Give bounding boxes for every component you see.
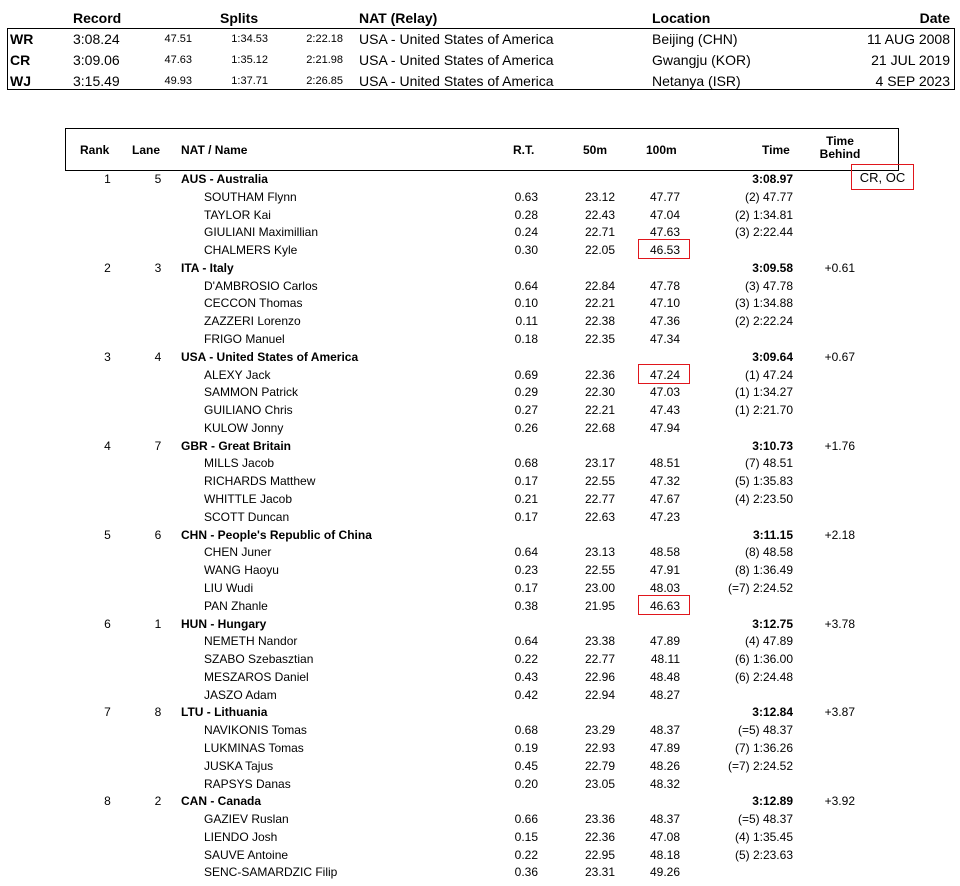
swimmer-reaction-time: 0.22 <box>514 652 538 667</box>
swimmer-reaction-time: 0.64 <box>514 278 538 293</box>
swimmer-reaction-time: 0.23 <box>514 563 538 578</box>
team-time-behind: +3.87 <box>824 705 855 720</box>
swimmer-cumulative-time: (2) 47.77 <box>744 189 793 204</box>
swimmer-name: GIULIANI Maximillian <box>204 225 319 240</box>
swimmer-split-50m: 23.17 <box>584 456 615 471</box>
record-time: 3:09.06 <box>73 52 120 68</box>
swimmer-split-100m: 47.43 <box>649 403 680 418</box>
team-nat: CAN - Canada <box>181 794 262 809</box>
col-100m-header: 100m <box>646 143 677 157</box>
swimmer-reaction-time: 0.64 <box>514 545 538 560</box>
team-lane: 1 <box>154 616 162 631</box>
swimmer-row <box>0 864 960 881</box>
swimmer-split-50m: 22.84 <box>584 278 615 293</box>
swimmer-split-50m: 22.96 <box>584 669 615 684</box>
swimmer-name: CECCON Thomas <box>204 296 303 311</box>
swimmer-name: CHEN Juner <box>204 545 272 560</box>
swimmer-split-50m: 23.00 <box>584 580 615 595</box>
swimmer-row <box>0 331 960 348</box>
swimmer-split-100m: 47.24 <box>649 367 680 382</box>
swimmer-reaction-time: 0.68 <box>514 456 538 471</box>
team-time: 3:11.15 <box>752 527 793 542</box>
swimmer-split-50m: 23.12 <box>584 189 615 204</box>
swimmer-reaction-time: 0.20 <box>514 776 538 791</box>
swimmer-name: MESZAROS Daniel <box>204 669 309 684</box>
swimmer-split-100m: 48.48 <box>649 669 680 684</box>
swimmer-row <box>0 544 960 561</box>
swimmer-name: SZABO Szebasztian <box>204 652 314 667</box>
swimmer-row <box>0 473 960 490</box>
swimmer-reaction-time: 0.36 <box>514 865 538 880</box>
swimmer-row <box>0 651 960 668</box>
swimmer-reaction-time: 0.15 <box>514 829 538 844</box>
swimmer-row <box>0 829 960 846</box>
swimmer-split-100m: 48.11 <box>650 652 680 667</box>
swimmer-reaction-time: 0.17 <box>514 509 538 524</box>
record-note-highlight <box>851 164 914 190</box>
swimmer-name: ZAZZERI Lorenzo <box>204 314 301 329</box>
swimmer-name: NAVIKONIS Tomas <box>204 723 307 738</box>
swimmer-cumulative-time: (4) 1:35.45 <box>734 829 793 844</box>
swimmer-reaction-time: 0.21 <box>514 492 538 507</box>
records-header-splits: Splits <box>220 10 259 26</box>
swimmer-row <box>0 562 960 579</box>
record-location: Netanya (ISR) <box>652 73 741 89</box>
record-split-3: 2:26.85 <box>306 75 343 87</box>
swimmer-name: LUKMINAS Tomas <box>204 740 304 755</box>
swimmer-row <box>0 384 960 401</box>
record-code: WJ <box>10 73 31 89</box>
team-time-behind: +1.76 <box>824 438 855 453</box>
swimmer-reaction-time: 0.42 <box>514 687 538 702</box>
swimmer-split-50m: 22.71 <box>584 225 615 240</box>
swimmer-row <box>0 295 960 312</box>
split-highlight <box>638 364 690 384</box>
swimmer-split-100m: 47.91 <box>649 563 680 578</box>
team-nat: GBR - Great Britain <box>181 438 292 453</box>
team-row <box>0 171 960 188</box>
swimmer-split-100m: 48.58 <box>649 545 680 560</box>
swimmer-cumulative-time: (4) 47.89 <box>744 634 793 649</box>
swimmer-split-100m: 47.34 <box>649 332 680 347</box>
swimmer-split-50m: 23.31 <box>584 865 615 880</box>
swimmer-name: SENC-SAMARDZIC Filip <box>204 865 338 880</box>
swimmer-row <box>0 722 960 739</box>
swimmer-reaction-time: 0.28 <box>514 207 538 222</box>
swimmer-split-100m: 47.78 <box>649 278 680 293</box>
swimmer-reaction-time: 0.45 <box>514 758 538 773</box>
swimmer-reaction-time: 0.43 <box>514 669 538 684</box>
swimmer-split-50m: 22.63 <box>584 509 615 524</box>
col-50m-header: 50m <box>583 143 608 157</box>
team-row <box>0 793 960 810</box>
swimmer-split-50m: 22.79 <box>584 758 615 773</box>
swimmer-name: GUILIANO Chris <box>204 403 293 418</box>
record-split-1: 47.63 <box>164 54 192 66</box>
swimmer-split-100m: 48.26 <box>649 758 680 773</box>
team-row <box>0 438 960 455</box>
swimmer-split-100m: 48.18 <box>649 847 680 862</box>
swimmer-row <box>0 224 960 241</box>
col-lane-header: Lane <box>132 143 161 157</box>
swimmer-split-50m: 22.35 <box>584 332 615 347</box>
team-nat: CHN - People's Republic of China <box>181 527 372 542</box>
team-nat: LTU - Lithuania <box>181 705 268 720</box>
team-nat: HUN - Hungary <box>181 616 267 631</box>
swimmer-cumulative-time: (3) 1:34.88 <box>734 296 793 311</box>
record-code: WR <box>10 31 34 47</box>
swimmer-split-50m: 23.13 <box>584 545 615 560</box>
swimmer-name: WHITTLE Jacob <box>204 492 293 507</box>
record-row <box>7 50 955 71</box>
col-time-behind-header-line1: Time <box>826 134 854 148</box>
team-rank: 5 <box>104 527 111 542</box>
swimmer-split-50m: 22.68 <box>584 420 615 435</box>
swimmer-name: FRIGO Manuel <box>204 332 285 347</box>
team-nat: ITA - Italy <box>181 260 234 275</box>
swimmer-split-50m: 22.77 <box>584 492 615 507</box>
swimmer-split-100m: 48.51 <box>649 456 680 471</box>
swimmer-name: TAYLOR Kai <box>204 207 271 222</box>
record-split-3: 2:22.18 <box>306 33 343 45</box>
team-rank: 7 <box>104 705 111 720</box>
swimmer-row <box>0 758 960 775</box>
swimmer-split-50m: 23.36 <box>584 812 615 827</box>
swimmer-row <box>0 740 960 757</box>
swimmer-name: NEMETH Nandor <box>204 634 298 649</box>
records-header-nat: NAT (Relay) <box>359 10 438 26</box>
swimmer-cumulative-time: (=7) 2:24.52 <box>727 580 793 595</box>
record-split-2: 1:35.12 <box>231 54 268 66</box>
swimmer-cumulative-time: (6) 1:36.00 <box>734 652 793 667</box>
swimmer-cumulative-time: (1) 2:21.70 <box>734 403 793 418</box>
swimmer-split-50m: 22.55 <box>584 563 615 578</box>
swimmer-row <box>0 367 960 384</box>
record-nat: USA - United States of America <box>359 31 554 47</box>
team-lane: 5 <box>154 172 162 186</box>
swimmer-reaction-time: 0.24 <box>514 225 538 240</box>
swimmer-reaction-time: 0.68 <box>514 723 538 738</box>
team-time: 3:12.89 <box>752 794 793 809</box>
swimmer-reaction-time: 0.64 <box>514 634 538 649</box>
swimmer-row <box>0 847 960 864</box>
record-date: 4 SEP 2023 <box>875 73 950 89</box>
swimmer-reaction-time: 0.19 <box>514 740 538 755</box>
record-nat: USA - United States of America <box>359 73 554 89</box>
team-time-behind: +0.67 <box>824 349 855 364</box>
team-time-behind: +3.92 <box>824 794 855 809</box>
records-header-location: Location <box>652 10 711 26</box>
swimmer-cumulative-time: (7) 1:36.26 <box>734 740 793 755</box>
swimmer-split-50m: 23.38 <box>584 634 615 649</box>
team-time: 3:10.73 <box>752 438 793 453</box>
record-split-2: 1:34.53 <box>231 33 268 45</box>
swimmer-row <box>0 633 960 650</box>
swimmer-reaction-time: 0.11 <box>515 314 538 329</box>
swimmer-reaction-time: 0.10 <box>514 296 538 311</box>
swimmer-name: RICHARDS Matthew <box>204 474 316 489</box>
swimmer-split-100m: 48.32 <box>649 776 680 791</box>
swimmer-reaction-time: 0.22 <box>514 847 538 862</box>
swimmer-cumulative-time: (=5) 48.37 <box>737 812 793 827</box>
col-rt-header: R.T. <box>513 143 535 157</box>
swimmer-split-100m: 48.37 <box>649 723 680 738</box>
swimmer-cumulative-time: (3) 47.78 <box>744 278 793 293</box>
team-lane: 3 <box>154 260 162 275</box>
team-lane: 2 <box>154 794 162 809</box>
swimmer-split-100m: 47.89 <box>649 740 680 755</box>
team-rank: 3 <box>104 349 111 364</box>
swimmer-cumulative-time: (8) 1:36.49 <box>734 563 793 578</box>
swimmer-split-100m: 47.89 <box>649 634 680 649</box>
swimmer-split-50m: 22.55 <box>584 474 615 489</box>
swimmer-cumulative-time: (7) 48.51 <box>744 456 793 471</box>
swimmer-split-50m: 22.05 <box>584 243 615 258</box>
record-location: Gwangju (KOR) <box>652 52 751 68</box>
swimmer-cumulative-time: (1) 47.24 <box>744 367 793 382</box>
swimmer-name: MILLS Jacob <box>204 456 275 471</box>
swimmer-name: SOUTHAM Flynn <box>204 189 297 204</box>
swimmer-row <box>0 687 960 704</box>
swimmer-split-50m: 22.95 <box>584 847 615 862</box>
records-header-record: Record <box>73 10 122 26</box>
team-time: 3:08.97 <box>752 172 793 186</box>
col-rank-header: Rank <box>80 143 110 157</box>
swimmer-cumulative-time: (=5) 48.37 <box>737 723 793 738</box>
col-time-header: Time <box>762 143 790 157</box>
swimmer-row <box>0 402 960 419</box>
swimmer-split-50m: 22.43 <box>584 207 615 222</box>
swimmer-reaction-time: 0.17 <box>514 580 538 595</box>
swimmer-split-50m: 21.95 <box>584 598 615 613</box>
swimmer-split-50m: 22.94 <box>584 687 615 702</box>
swimmer-reaction-time: 0.18 <box>514 332 538 347</box>
record-row <box>7 71 955 92</box>
swimmer-name: JUSKA Tajus <box>204 758 274 773</box>
swimmer-row <box>0 580 960 597</box>
swimmer-split-100m: 47.08 <box>649 829 680 844</box>
swimmer-split-50m: 23.29 <box>584 723 615 738</box>
split-highlight <box>638 595 690 615</box>
swimmer-cumulative-time: (5) 1:35.83 <box>734 474 793 489</box>
team-rank: 2 <box>104 260 111 275</box>
swimmer-split-50m: 22.36 <box>584 829 615 844</box>
team-rank: 1 <box>104 172 111 186</box>
swimmer-reaction-time: 0.69 <box>514 367 538 382</box>
swimmer-name: CHALMERS Kyle <box>204 243 298 258</box>
record-time: 3:08.24 <box>73 31 120 47</box>
swimmer-cumulative-time: (6) 2:24.48 <box>734 669 793 684</box>
swimmer-split-50m: 22.30 <box>584 385 615 400</box>
swimmer-cumulative-time: (=7) 2:24.52 <box>727 758 793 773</box>
swimmer-split-100m: 47.77 <box>649 189 680 204</box>
team-nat: AUS - Australia <box>181 172 268 186</box>
team-time-behind: +3.78 <box>824 616 855 631</box>
record-nat: USA - United States of America <box>359 52 554 68</box>
swimmer-name: D'AMBROSIO Carlos <box>204 278 318 293</box>
swimmer-split-100m: 47.67 <box>649 492 680 507</box>
swimmer-name: LIU Wudi <box>204 580 254 595</box>
swimmer-row <box>0 189 960 206</box>
record-time: 3:15.49 <box>73 73 120 89</box>
swimmer-split-50m: 22.93 <box>584 740 615 755</box>
col-time-behind-header <box>819 135 861 161</box>
swimmer-split-100m: 47.23 <box>649 509 680 524</box>
swimmer-reaction-time: 0.26 <box>514 420 538 435</box>
swimmer-split-100m: 47.32 <box>649 474 680 489</box>
swimmer-reaction-time: 0.66 <box>514 812 538 827</box>
record-split-2: 1:37.71 <box>231 75 268 87</box>
swimmer-name: ALEXY Jack <box>204 367 271 382</box>
swimmer-cumulative-time: (3) 2:22.44 <box>734 225 793 240</box>
swimmer-split-50m: 22.36 <box>584 367 615 382</box>
swimmer-cumulative-time: (8) 48.58 <box>744 545 793 560</box>
swimmer-split-100m: 47.63 <box>649 225 680 240</box>
swimmer-cumulative-time: (5) 2:23.63 <box>734 847 793 862</box>
col-time-behind-header-line2: Behind <box>819 147 861 161</box>
record-date: 11 AUG 2008 <box>866 31 950 47</box>
swimmer-name: LIENDO Josh <box>204 829 278 844</box>
record-date: 21 JUL 2019 <box>871 52 950 68</box>
team-time: 3:12.75 <box>752 616 793 631</box>
swimmer-name: SCOTT Duncan <box>204 509 290 524</box>
swimmer-name: KULOW Jonny <box>204 420 284 435</box>
swimmer-split-50m: 22.21 <box>584 403 615 418</box>
swimmer-row <box>0 491 960 508</box>
team-time: 3:09.64 <box>752 349 793 364</box>
swimmer-row <box>0 811 960 828</box>
swimmer-reaction-time: 0.30 <box>514 243 538 258</box>
team-lane: 8 <box>154 705 162 720</box>
swimmer-reaction-time: 0.38 <box>514 598 538 613</box>
results-header <box>65 128 899 171</box>
team-row <box>0 704 960 721</box>
swimmer-row <box>0 242 960 259</box>
swimmer-row <box>0 207 960 224</box>
split-highlight <box>638 239 690 259</box>
swimmer-cumulative-time: (4) 2:23.50 <box>734 492 793 507</box>
swimmer-row <box>0 669 960 686</box>
team-lane: 7 <box>154 438 162 453</box>
team-time-behind: +2.18 <box>824 527 855 542</box>
record-code: CR <box>10 52 31 68</box>
swimmer-row <box>0 455 960 472</box>
swimmer-name: SAMMON Patrick <box>204 385 299 400</box>
record-row <box>7 29 955 50</box>
swimmer-split-50m: 22.77 <box>584 652 615 667</box>
swimmer-name: SAUVE Antoine <box>204 847 289 862</box>
record-split-3: 2:21.98 <box>306 54 343 66</box>
swimmer-name: PAN Zhanle <box>204 598 268 613</box>
swimmer-cumulative-time: (2) 1:34.81 <box>734 207 793 222</box>
swimmer-row <box>0 598 960 615</box>
swimmer-cumulative-time: (2) 2:22.24 <box>734 314 793 329</box>
record-location: Beijing (CHN) <box>652 31 738 47</box>
team-lane: 4 <box>154 349 162 364</box>
record-note: CR, OC <box>859 170 906 185</box>
swimmer-reaction-time: 0.27 <box>514 403 538 418</box>
swimmer-name: RAPSYS Danas <box>204 776 291 791</box>
swimmer-name: JASZO Adam <box>204 687 277 702</box>
records-table <box>7 9 955 90</box>
swimmer-split-100m: 47.03 <box>649 385 680 400</box>
swimmer-row <box>0 420 960 437</box>
team-row <box>0 527 960 544</box>
swimmer-split-50m: 22.38 <box>584 314 615 329</box>
swimmer-split-100m: 48.03 <box>649 580 680 595</box>
swimmer-split-100m: 47.94 <box>649 420 680 435</box>
team-rank: 8 <box>104 794 111 809</box>
swimmer-row <box>0 313 960 330</box>
swimmer-split-50m: 23.05 <box>584 776 615 791</box>
team-time-behind: +0.61 <box>824 260 855 275</box>
swimmer-split-100m: 48.27 <box>649 687 680 702</box>
team-row <box>0 349 960 366</box>
swimmer-row <box>0 509 960 526</box>
swimmer-split-100m: 48.37 <box>649 812 680 827</box>
swimmer-split-100m: 47.36 <box>649 314 680 329</box>
team-time: 3:09.58 <box>752 260 793 275</box>
team-nat: USA - United States of America <box>181 349 359 364</box>
swimmer-row <box>0 776 960 793</box>
swimmer-reaction-time: 0.63 <box>514 189 538 204</box>
swimmer-row <box>0 278 960 295</box>
swimmer-split-100m: 46.53 <box>649 243 680 258</box>
col-nat-name-header: NAT / Name <box>181 143 248 157</box>
team-row <box>0 260 960 277</box>
team-time: 3:12.84 <box>752 705 793 720</box>
swimmer-name: GAZIEV Ruslan <box>204 812 289 827</box>
record-split-1: 49.93 <box>164 75 192 87</box>
swimmer-split-100m: 47.04 <box>649 207 680 222</box>
swimmer-split-100m: 46.63 <box>649 598 680 613</box>
swimmer-cumulative-time: (1) 1:34.27 <box>734 385 793 400</box>
team-rank: 4 <box>104 438 111 453</box>
swimmer-reaction-time: 0.17 <box>514 474 538 489</box>
swimmer-reaction-time: 0.29 <box>514 385 538 400</box>
record-split-1: 47.51 <box>164 33 192 45</box>
records-header-date: Date <box>919 10 950 26</box>
swimmer-split-50m: 22.21 <box>584 296 615 311</box>
swimmer-name: WANG Haoyu <box>204 563 279 578</box>
team-rank: 6 <box>104 616 111 631</box>
team-lane: 6 <box>154 527 162 542</box>
swimmer-split-100m: 49.26 <box>649 865 680 880</box>
swimmer-split-100m: 47.10 <box>649 296 680 311</box>
team-row <box>0 616 960 633</box>
